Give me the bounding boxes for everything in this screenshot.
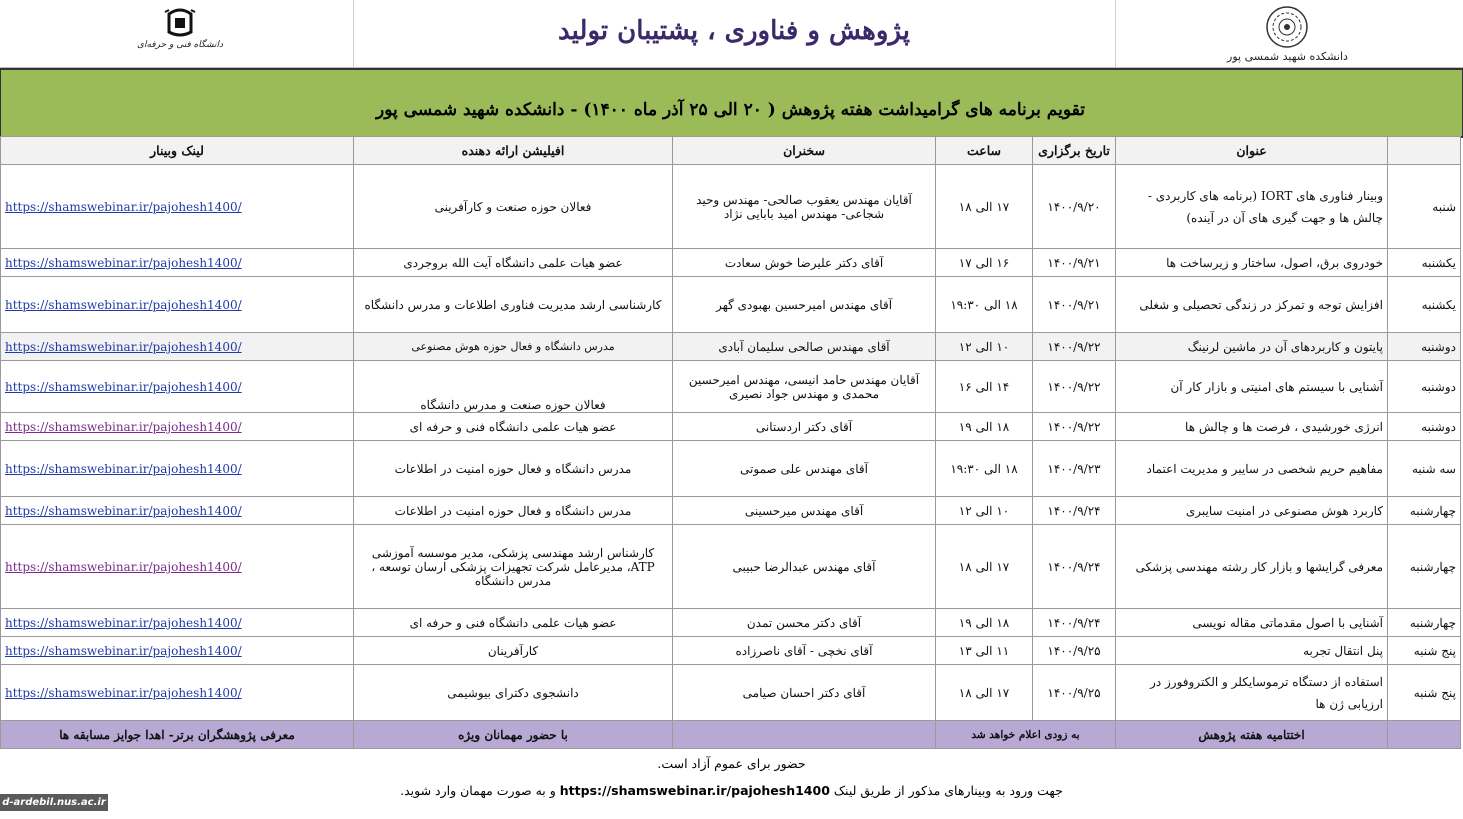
page-header [0,0,1463,68]
webinar-link[interactable]: https://shamswebinar.ir/pajohesh1400/ [5,685,242,700]
closing-time: به زودی اعلام خواهد شد [936,721,1116,749]
tvu-logo-icon [135,6,225,40]
table-header-row [1,137,1461,165]
title-cell [1116,609,1388,637]
webinar-link[interactable]: https://shamswebinar.ir/pajohesh1400/ [5,503,242,518]
table-row [1,249,1461,277]
time-cell [936,333,1033,361]
webinar-link-cell [1,333,354,361]
title-text: کاربرد هوش مصنوعی در امنیت سایبری [1185,503,1383,518]
affiliation-cell [354,413,673,441]
date-cell [1033,609,1116,637]
affiliation-cell [354,637,673,665]
day-text: یکشنبه [1421,297,1456,312]
speakers-text: آقایان مهندس حامد انیسی، مهندس امیرحسین محمدی و مهندس جواد نصیری [688,372,920,401]
title-text: معرفی گرایشها و بازار کار رشته مهندسی پزشکی [1135,559,1383,574]
date-text: ۱۴۰۰/۹/۲۱ [1047,297,1101,312]
banner-title: تقویم برنامه های گرامیداشت هفته پژوهش ( ۲۰ الی ۲۵ آذر ماه ۱۴۰۰) - دانشکده شهید شمسی پور [376,100,1085,120]
date-cell [1033,525,1116,609]
access-note-prefix: جهت ورود به وبینارهای مذکور از طریق لینک [829,783,1063,798]
speakers-text: آقایان مهندس یعقوب صالحی- مهندس وحید شجاعی- مهندس امید بابایی نژاد [696,192,912,221]
site-watermark: d-ardebil.nus.ac.ir [0,794,108,811]
time-cell [936,165,1033,249]
day-cell [1388,277,1461,333]
day-cell [1388,525,1461,609]
affiliation-text: عضو هیات علمی دانشگاه فنی و حرفه ای [409,615,617,630]
time-cell [936,637,1033,665]
webinar-link[interactable]: https://shamswebinar.ir/pajohesh1400/ [5,297,242,312]
day-cell [1388,165,1461,249]
speakers-text: آقای دکتر علیرضا خوش سعادت [724,255,884,270]
speakers-cell [673,413,936,441]
access-note-suffix: و به صورت مهمان وارد شوید. [400,783,560,798]
table-row [1,165,1461,249]
day-cell [1388,333,1461,361]
affiliation-cell [354,609,673,637]
time-text: ۱۷ الی ۱۸ [958,685,1010,700]
day-cell [1388,637,1461,665]
college-logo [1225,5,1350,65]
affiliation-cell [354,497,673,525]
public-note: حضور برای عموم آزاد است. [657,756,806,771]
schedule-banner [0,68,1463,138]
header-time: ساعت [936,137,1033,165]
date-text: ۱۴۰۰/۹/۲۴ [1047,503,1101,518]
title-cell [1116,637,1388,665]
day-text: چهارشنبه [1409,615,1456,630]
date-cell [1033,165,1116,249]
table-row [1,637,1461,665]
webinar-link-cell [1,609,354,637]
webinar-link-cell [1,249,354,277]
speakers-cell [673,165,936,249]
day-text: یکشنبه [1421,255,1456,270]
affiliation-text: فعالان حوزه صنعت و کارآفرینی [434,199,592,214]
speakers-text: آقای مهندس عبدالرضا حبیبی [732,559,876,574]
speakers-text: آقای مهندس صالحی سلیمان آبادی [718,339,890,354]
webinar-link[interactable]: https://shamswebinar.ir/pajohesh1400/ [5,615,242,630]
date-cell [1033,277,1116,333]
affiliation-text: عضو هیات علمی دانشگاه آیت الله بروجردی [403,255,623,270]
webinar-link[interactable]: https://shamswebinar.ir/pajohesh1400/ [5,199,242,214]
date-text: ۱۴۰۰/۹/۲۱ [1047,255,1101,270]
title-cell [1116,497,1388,525]
affiliation-cell [354,277,673,333]
closing-title: اختتامیه هفته پژوهش [1116,721,1388,749]
time-text: ۱۸ الی ۱۹ [958,419,1010,434]
affiliation-text: کارشناس ارشد مهندسی پزشکی، مدیر موسسه آموزشی ATP، مدیرعامل شرکت تجهیزات پزشکی ارسان توسعه ، مدرس دانشگاه [371,545,655,588]
closing-awards: معرفی پژوهشگران برتر- اهدا جوایز مسابقه ها [1,721,354,749]
time-text: ۱۸ الی ۱۹:۳۰ [950,297,1018,312]
day-cell [1388,497,1461,525]
closing-row [1,721,1461,749]
title-text: آشنایی با اصول مقدماتی مقاله نویسی [1192,615,1383,630]
webinar-link[interactable]: https://shamswebinar.ir/pajohesh1400/ [5,419,242,434]
webinar-link[interactable]: https://shamswebinar.ir/pajohesh1400/ [5,255,242,270]
table-row [1,525,1461,609]
time-cell [936,249,1033,277]
title-cell [1116,165,1388,249]
page-title: پژوهش و فناوری ، پشتیبان تولید [558,16,910,46]
speakers-cell [673,361,936,413]
header-title-cell [353,0,1116,67]
table-row [1,441,1461,497]
speakers-cell [673,525,936,609]
speakers-cell [673,249,936,277]
webinar-link-cell [1,525,354,609]
table-row [1,665,1461,721]
title-cell [1116,441,1388,497]
day-cell [1388,361,1461,413]
access-note-url[interactable]: https://shamswebinar.ir/pajohesh1400 [559,783,830,798]
speakers-cell [673,665,936,721]
day-cell [1388,609,1461,637]
affiliation-cell [354,441,673,497]
header-affiliation: افیلیشن ارائه دهنده [354,137,673,165]
day-text: سه شنبه [1411,461,1456,476]
webinar-link-cell [1,361,354,413]
affiliation-cell [354,333,673,361]
date-text: ۱۴۰۰/۹/۲۴ [1047,559,1101,574]
title-cell [1116,333,1388,361]
day-cell [1388,413,1461,441]
college-logo-icon [1225,5,1350,49]
affiliation-text: عضو هیات علمی دانشگاه فنی و حرفه ای [409,419,617,434]
college-logo-text: دانشکده شهید شمسی پور [1227,50,1348,63]
webinar-link-cell [1,665,354,721]
header-date: تاریخ برگزاری [1033,137,1116,165]
title-cell [1116,249,1388,277]
time-text: ۱۰ الی ۱۲ [958,339,1010,354]
day-text: چهارشنبه [1409,503,1456,518]
webinar-link-cell [1,441,354,497]
webinar-link[interactable]: https://shamswebinar.ir/pajohesh1400/ [5,379,242,394]
affiliation-text: مدرس دانشگاه و فعال حوزه امنیت در اطلاعات [394,461,632,476]
time-cell [936,525,1033,609]
date-cell [1033,361,1116,413]
speakers-text: آقای مهندس امیرحسین بهبودی گهر [715,297,893,312]
time-text: ۱۴ الی ۱۶ [958,379,1010,394]
affiliation-cell [354,665,673,721]
title-text: آشنایی با سیستم های امنیتی و بازار کار آن [1170,379,1383,394]
speakers-text: آقای نخچی - آقای ناصرزاده [735,643,873,658]
table-row [1,333,1461,361]
date-cell [1033,637,1116,665]
title-cell [1116,413,1388,441]
title-cell [1116,277,1388,333]
time-text: ۱۰ الی ۱۲ [958,503,1010,518]
day-cell [1388,665,1461,721]
affiliation-text: کارآفرینان [487,643,539,658]
time-text: ۱۸ الی ۱۹:۳۰ [950,461,1018,476]
webinar-link-cell [1,637,354,665]
affiliation-cell [354,525,673,609]
date-text: ۱۴۰۰/۹/۲۲ [1047,379,1101,394]
webinar-link[interactable]: https://shamswebinar.ir/pajohesh1400/ [5,461,242,476]
table-row [1,497,1461,525]
speakers-cell [673,637,936,665]
webinar-link[interactable]: https://shamswebinar.ir/pajohesh1400/ [5,339,242,354]
schedule-table [0,136,1461,749]
affiliation-text: مدرس دانشگاه و فعال حوزه امنیت در اطلاعات [394,503,632,518]
webinar-link[interactable]: https://shamswebinar.ir/pajohesh1400/ [5,643,242,658]
header-title: عنوان [1116,137,1388,165]
title-cell [1116,361,1388,413]
affiliation-cell [354,165,673,249]
date-text: ۱۴۰۰/۹/۲۵ [1047,643,1101,658]
speakers-cell [673,609,936,637]
time-text: ۱۸ الی ۱۹ [958,615,1010,630]
time-text: ۱۶ الی ۱۷ [958,255,1010,270]
speakers-cell [673,333,936,361]
time-cell [936,441,1033,497]
speakers-cell [673,497,936,525]
title-cell [1116,525,1388,609]
access-note [0,783,1463,798]
speakers-cell [673,277,936,333]
webinar-link[interactable]: https://shamswebinar.ir/pajohesh1400/ [5,559,242,574]
speakers-text: آقای دکتر احسان صیامی [742,685,866,700]
day-text: پنج شنبه [1413,643,1456,658]
header-left-cell [0,0,354,67]
closing-day [1388,721,1461,749]
affiliation-text: کارشناسی ارشد مدیریت فناوری اطلاعات و مدرس دانشگاه [364,297,662,312]
title-text: خودروی برق، اصول، ساختار و زیرساخت ها [1166,255,1383,270]
affiliation-cell [354,361,673,413]
table-row [1,361,1461,413]
closing-empty [673,721,936,749]
speakers-text: آقای دکتر اردستانی [755,419,853,434]
table-row [1,277,1461,333]
day-text: دوشنبه [1421,379,1456,394]
day-text: چهارشنبه [1409,559,1456,574]
title-text: وبینار فناوری های IORT (برنامه های کاربردی - چالش ها و جهت گیری های آن در آینده) [1147,188,1383,225]
webinar-link-cell [1,497,354,525]
date-text: ۱۴۰۰/۹/۲۳ [1047,461,1101,476]
time-cell [936,277,1033,333]
title-text: افزایش توجه و تمرکز در زندگی تحصیلی و شغلی [1139,297,1383,312]
affiliation-cell [354,249,673,277]
day-text: پنج شنبه [1413,685,1456,700]
title-text: انرژی خورشیدی ، فرصت ها و چالش ها [1185,419,1383,434]
day-text: شنبه [1432,199,1456,214]
header-link: لینک وبینار [1,137,354,165]
date-cell [1033,333,1116,361]
speakers-cell [673,441,936,497]
time-text: ۱۷ الی ۱۸ [958,199,1010,214]
day-cell [1388,441,1461,497]
title-text: پنل انتقال تجربه [1303,643,1383,658]
day-cell [1388,249,1461,277]
date-text: ۱۴۰۰/۹/۲۲ [1047,419,1101,434]
webinar-link-cell [1,165,354,249]
date-cell [1033,665,1116,721]
affiliation-text: فعالان حوزه صنعت و مدرس دانشگاه [420,398,606,412]
webinar-link-cell [1,413,354,441]
time-cell [936,361,1033,413]
header-right-cell [1115,0,1463,67]
affiliation-text: مدرس دانشگاه و فعال حوزه هوش مصنوعی [411,340,615,353]
date-text: ۱۴۰۰/۹/۲۲ [1047,339,1101,354]
affiliation-text: دانشجوی دکترای بیوشیمی [447,685,579,700]
time-cell [936,413,1033,441]
header-day [1388,137,1461,165]
tvu-logo [135,6,225,58]
date-cell [1033,249,1116,277]
day-text: دوشنبه [1421,339,1456,354]
date-cell [1033,413,1116,441]
title-text: استفاده از دستگاه ترموسایکلر و الکتروفورز در ارزیابی ژن ها [1150,674,1383,711]
header-speakers: سخنران [673,137,936,165]
table-row [1,413,1461,441]
date-text: ۱۴۰۰/۹/۲۵ [1047,685,1101,700]
title-text: مفاهیم حریم شخصی در سایبر و مدیریت اعتماد [1146,461,1383,476]
time-cell [936,497,1033,525]
closing-guests: با حضور مهمانان ویژه [354,721,673,749]
time-cell [936,609,1033,637]
table-row [1,609,1461,637]
date-cell [1033,441,1116,497]
time-cell [936,665,1033,721]
speakers-text: آقای مهندس میرحسینی [744,503,864,518]
title-text: پایتون و کاربردهای آن در ماشین لرنینگ [1187,339,1383,354]
webinar-link-cell [1,277,354,333]
title-cell [1116,665,1388,721]
day-text: دوشنبه [1421,419,1456,434]
speakers-text: آقای دکتر محسن تمدن [746,615,862,630]
speakers-text: آقای مهندس علی صموتی [740,461,868,476]
tvu-logo-text: دانشگاه فنی و حرفه‌ای [136,40,224,50]
date-cell [1033,497,1116,525]
date-text: ۱۴۰۰/۹/۲۰ [1047,199,1101,214]
date-text: ۱۴۰۰/۹/۲۴ [1047,615,1101,630]
time-text: ۱۱ الی ۱۳ [958,643,1010,658]
time-text: ۱۷ الی ۱۸ [958,559,1010,574]
